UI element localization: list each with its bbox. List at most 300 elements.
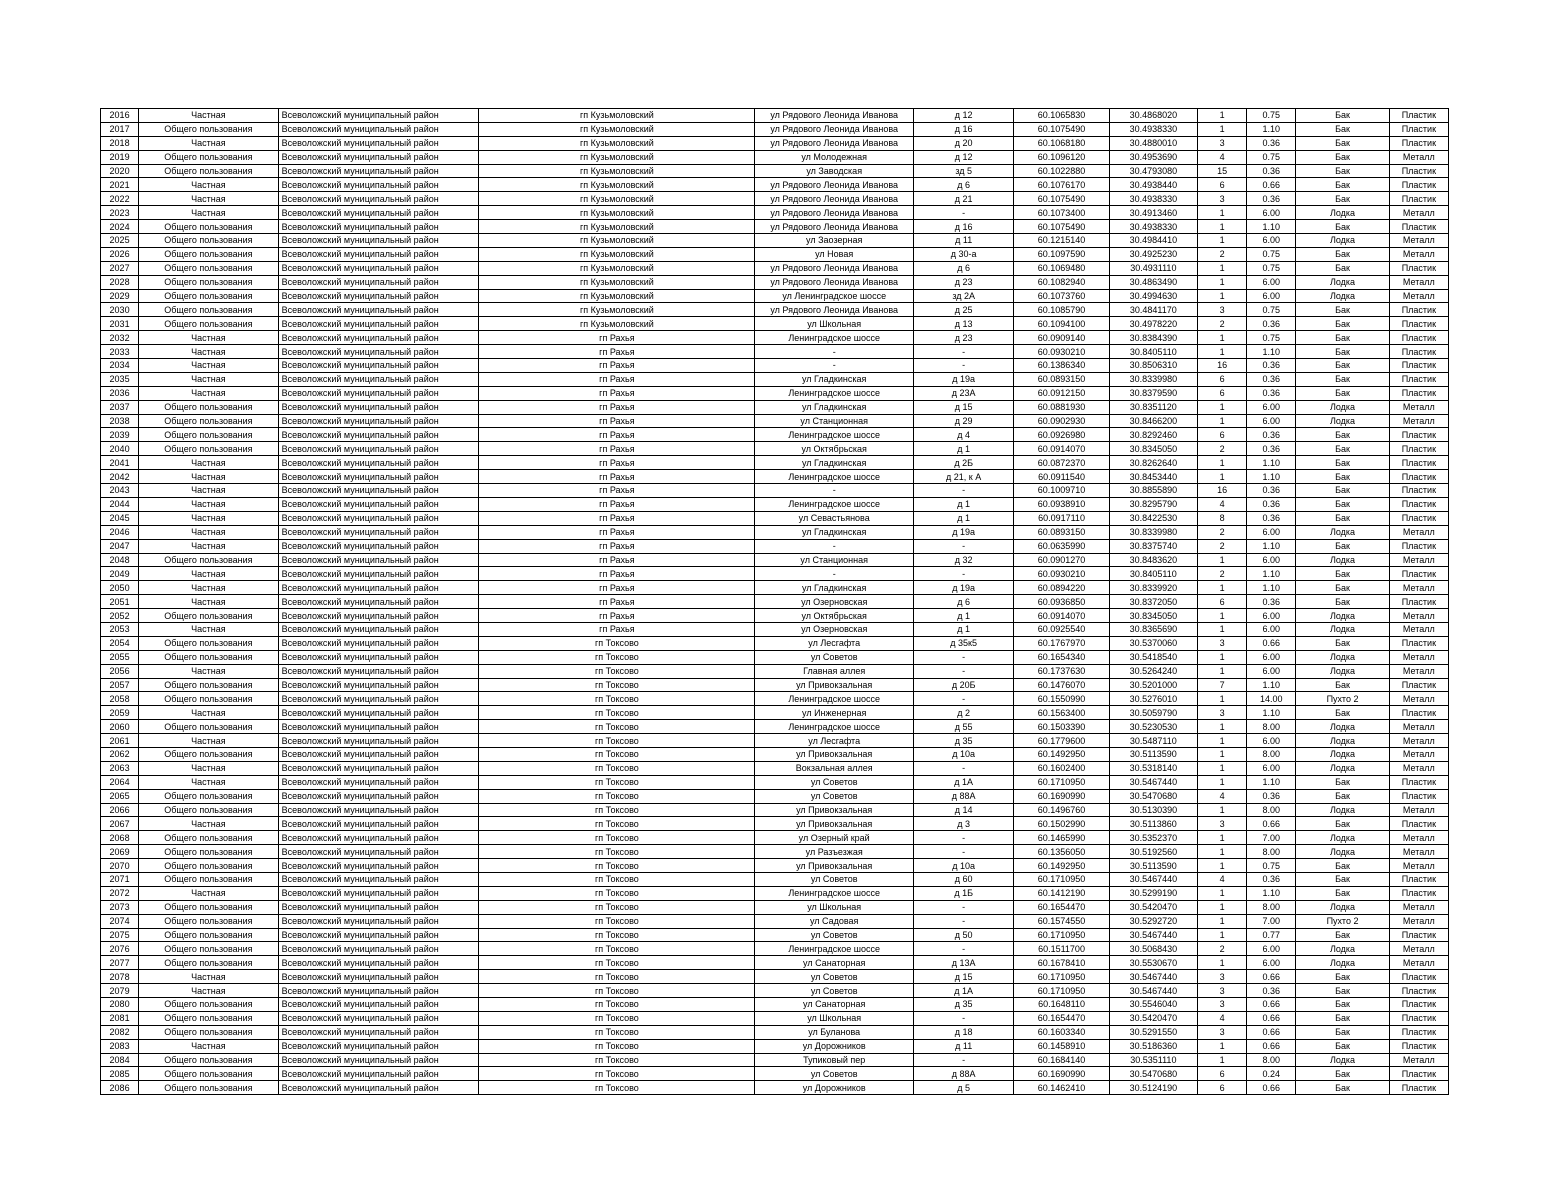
cell-district: Всеволожский муниципальный район — [278, 747, 479, 761]
cell-container-type: Бак — [1296, 859, 1389, 873]
cell-container-type: Лодка — [1296, 845, 1389, 859]
cell-district: Всеволожский муниципальный район — [278, 400, 479, 414]
cell-count: 3 — [1198, 706, 1247, 720]
cell-longitude: 30.8422530 — [1109, 511, 1197, 525]
cell-volume: 6.00 — [1247, 734, 1296, 748]
table-row — [101, 275, 1449, 289]
cell-district: Всеволожский муниципальный район — [278, 775, 479, 789]
cell-house: д 11 — [913, 1039, 1013, 1053]
cell-count: 2 — [1198, 247, 1247, 261]
cell-house: д 1 — [913, 442, 1013, 456]
cell-container-type: Лодка — [1296, 900, 1389, 914]
cell-house: - — [913, 539, 1013, 553]
cell-settlement: гп Токсово — [479, 789, 755, 803]
cell-container-type: Бак — [1296, 817, 1389, 831]
cell-longitude: 30.4931110 — [1109, 261, 1197, 275]
cell-house: д 15 — [913, 400, 1013, 414]
cell-district: Всеволожский муниципальный район — [278, 317, 479, 331]
cell-container-type: Бак — [1296, 1067, 1389, 1081]
cell-container-type: Лодка — [1296, 609, 1389, 623]
cell-row-number: 2030 — [101, 303, 139, 317]
cell-district: Всеволожский муниципальный район — [278, 650, 479, 664]
cell-settlement: гп Токсово — [479, 956, 755, 970]
cell-volume: 8.00 — [1247, 803, 1296, 817]
cell-longitude: 30.5467440 — [1109, 775, 1197, 789]
cell-container-type: Бак — [1296, 456, 1389, 470]
table-row — [101, 122, 1449, 136]
cell-material: Пластик — [1389, 928, 1448, 942]
cell-latitude: 60.1654470 — [1014, 1011, 1109, 1025]
cell-house: д 11 — [913, 234, 1013, 248]
table-row — [101, 706, 1449, 720]
cell-district: Всеволожский муниципальный район — [278, 1039, 479, 1053]
table-row — [101, 845, 1449, 859]
cell-district: Всеволожский муниципальный район — [278, 1067, 479, 1081]
cell-row-number: 2075 — [101, 928, 139, 942]
cell-material: Металл — [1389, 650, 1448, 664]
cell-type: Частная — [139, 372, 279, 386]
cell-latitude: 60.0914070 — [1014, 442, 1109, 456]
cell-row-number: 2081 — [101, 1011, 139, 1025]
cell-settlement: гп Кузьмоловский — [479, 192, 755, 206]
cell-longitude: 30.4841170 — [1109, 303, 1197, 317]
cell-material: Пластик — [1389, 998, 1448, 1012]
cell-house: зд 5 — [913, 164, 1013, 178]
table-row — [101, 650, 1449, 664]
cell-count: 1 — [1198, 206, 1247, 220]
cell-count: 3 — [1198, 984, 1247, 998]
cell-material: Пластик — [1389, 497, 1448, 511]
cell-house: д 1 — [913, 497, 1013, 511]
cell-type: Общего пользования — [139, 636, 279, 650]
cell-row-number: 2054 — [101, 636, 139, 650]
cell-volume: 6.00 — [1247, 289, 1296, 303]
cell-district: Всеволожский муниципальный район — [278, 817, 479, 831]
cell-type: Общего пользования — [139, 261, 279, 275]
table-row — [101, 789, 1449, 803]
cell-count: 1 — [1198, 456, 1247, 470]
cell-row-number: 2044 — [101, 497, 139, 511]
cell-street: ул Привокзальная — [755, 817, 914, 831]
cell-settlement: гп Кузьмоловский — [479, 150, 755, 164]
cell-count: 1 — [1198, 900, 1247, 914]
cell-volume: 6.00 — [1247, 761, 1296, 775]
cell-count: 3 — [1198, 998, 1247, 1012]
cell-longitude: 30.5470680 — [1109, 1067, 1197, 1081]
cell-volume: 14.00 — [1247, 692, 1296, 706]
cell-container-type: Лодка — [1296, 761, 1389, 775]
cell-container-type: Бак — [1296, 109, 1389, 123]
cell-container-type: Бак — [1296, 1011, 1389, 1025]
cell-volume: 1.10 — [1247, 220, 1296, 234]
cell-container-type: Лодка — [1296, 553, 1389, 567]
cell-row-number: 2038 — [101, 414, 139, 428]
cell-settlement: гп Токсово — [479, 872, 755, 886]
cell-street: ул Озерновская — [755, 622, 914, 636]
table-row — [101, 178, 1449, 192]
cell-street: ул Заозерная — [755, 234, 914, 248]
cell-volume: 0.36 — [1247, 484, 1296, 498]
cell-house: д 88А — [913, 789, 1013, 803]
cell-street: ул Октябрьская — [755, 609, 914, 623]
cell-longitude: 30.5192560 — [1109, 845, 1197, 859]
cell-container-type: Бак — [1296, 789, 1389, 803]
cell-settlement: гп Кузьмоловский — [479, 109, 755, 123]
cell-settlement: гп Токсово — [479, 692, 755, 706]
cell-street: ул Привокзальная — [755, 803, 914, 817]
table-row — [101, 234, 1449, 248]
cell-volume: 0.75 — [1247, 109, 1296, 123]
cell-type: Частная — [139, 886, 279, 900]
cell-row-number: 2037 — [101, 400, 139, 414]
cell-material: Металл — [1389, 956, 1448, 970]
cell-latitude: 60.1065830 — [1014, 109, 1109, 123]
cell-row-number: 2085 — [101, 1067, 139, 1081]
cell-type: Общего пользования — [139, 553, 279, 567]
cell-longitude: 30.4994630 — [1109, 289, 1197, 303]
cell-material: Пластик — [1389, 192, 1448, 206]
cell-count: 1 — [1198, 400, 1247, 414]
cell-material: Металл — [1389, 664, 1448, 678]
cell-latitude: 60.1082940 — [1014, 275, 1109, 289]
cell-count: 15 — [1198, 164, 1247, 178]
cell-street: Главная аллея — [755, 664, 914, 678]
cell-material: Металл — [1389, 247, 1448, 261]
cell-district: Всеволожский муниципальный район — [278, 456, 479, 470]
cell-latitude: 60.1767970 — [1014, 636, 1109, 650]
cell-volume: 6.00 — [1247, 206, 1296, 220]
cell-row-number: 2050 — [101, 581, 139, 595]
cell-district: Всеволожский муниципальный район — [278, 859, 479, 873]
table-row — [101, 914, 1449, 928]
cell-longitude: 30.5420470 — [1109, 1011, 1197, 1025]
cell-latitude: 60.0909140 — [1014, 331, 1109, 345]
cell-row-number: 2074 — [101, 914, 139, 928]
cell-volume: 0.77 — [1247, 928, 1296, 942]
cell-count: 1 — [1198, 956, 1247, 970]
cell-settlement: гп Токсово — [479, 914, 755, 928]
cell-settlement: гп Кузьмоловский — [479, 220, 755, 234]
cell-type: Общего пользования — [139, 831, 279, 845]
cell-latitude: 60.1654470 — [1014, 900, 1109, 914]
cell-type: Частная — [139, 734, 279, 748]
table-row — [101, 192, 1449, 206]
table-row — [101, 831, 1449, 845]
table-row — [101, 220, 1449, 234]
cell-street: ул Школьная — [755, 1011, 914, 1025]
cell-type: Частная — [139, 539, 279, 553]
cell-street: Ленинградское шоссе — [755, 720, 914, 734]
cell-material: Пластик — [1389, 1025, 1448, 1039]
cell-house: д 23 — [913, 331, 1013, 345]
cell-volume: 1.10 — [1247, 581, 1296, 595]
cell-longitude: 30.5370060 — [1109, 636, 1197, 650]
cell-volume: 0.66 — [1247, 178, 1296, 192]
cell-count: 6 — [1198, 386, 1247, 400]
cell-type: Общего пользования — [139, 859, 279, 873]
table-row — [101, 261, 1449, 275]
cell-container-type: Лодка — [1296, 803, 1389, 817]
cell-district: Всеволожский муниципальный район — [278, 359, 479, 373]
cell-longitude: 30.5264240 — [1109, 664, 1197, 678]
table-row — [101, 1025, 1449, 1039]
cell-house: д 6 — [913, 261, 1013, 275]
cell-material: Пластик — [1389, 817, 1448, 831]
cell-house: д 12 — [913, 150, 1013, 164]
cell-volume: 0.36 — [1247, 497, 1296, 511]
cell-latitude: 60.1678410 — [1014, 956, 1109, 970]
cell-settlement: гп Токсово — [479, 775, 755, 789]
cell-material: Пластик — [1389, 886, 1448, 900]
cell-volume: 6.00 — [1247, 553, 1296, 567]
cell-container-type: Бак — [1296, 484, 1389, 498]
cell-street: ул Рядового Леонида Иванова — [755, 220, 914, 234]
table-row — [101, 970, 1449, 984]
cell-house: - — [913, 692, 1013, 706]
cell-type: Общего пользования — [139, 678, 279, 692]
cell-latitude: 60.1073400 — [1014, 206, 1109, 220]
cell-count: 1 — [1198, 275, 1247, 289]
cell-house: д 21, к А — [913, 470, 1013, 484]
cell-material: Пластик — [1389, 636, 1448, 650]
cell-district: Всеволожский муниципальный район — [278, 581, 479, 595]
cell-house: д 19а — [913, 372, 1013, 386]
cell-district: Всеволожский муниципальный район — [278, 761, 479, 775]
cell-latitude: 60.1710950 — [1014, 928, 1109, 942]
cell-house: - — [913, 1011, 1013, 1025]
cell-latitude: 60.0930210 — [1014, 567, 1109, 581]
cell-type: Общего пользования — [139, 900, 279, 914]
cell-longitude: 30.4880010 — [1109, 136, 1197, 150]
cell-row-number: 2070 — [101, 859, 139, 873]
cell-count: 3 — [1198, 1025, 1247, 1039]
cell-volume: 0.24 — [1247, 1067, 1296, 1081]
cell-row-number: 2017 — [101, 122, 139, 136]
cell-container-type: Бак — [1296, 303, 1389, 317]
cell-district: Всеволожский муниципальный район — [278, 525, 479, 539]
cell-container-type: Бак — [1296, 136, 1389, 150]
cell-district: Всеволожский муниципальный район — [278, 734, 479, 748]
cell-street: ул Станционная — [755, 553, 914, 567]
cell-longitude: 30.5113590 — [1109, 859, 1197, 873]
cell-street: ул Санаторная — [755, 998, 914, 1012]
cell-settlement: гп Кузьмоловский — [479, 261, 755, 275]
cell-row-number: 2016 — [101, 109, 139, 123]
cell-street: Ленинградское шоссе — [755, 331, 914, 345]
cell-material: Пластик — [1389, 789, 1448, 803]
cell-container-type: Лодка — [1296, 275, 1389, 289]
cell-volume: 8.00 — [1247, 720, 1296, 734]
cell-count: 1 — [1198, 775, 1247, 789]
cell-settlement: гп Токсово — [479, 970, 755, 984]
cell-longitude: 30.5467440 — [1109, 872, 1197, 886]
cell-container-type: Пухто 2 — [1296, 914, 1389, 928]
cell-latitude: 60.1710950 — [1014, 984, 1109, 998]
cell-volume: 1.10 — [1247, 345, 1296, 359]
cell-house: д 23 — [913, 275, 1013, 289]
cell-longitude: 30.5124190 — [1109, 1081, 1197, 1095]
cell-material: Пластик — [1389, 1081, 1448, 1095]
table-row — [101, 872, 1449, 886]
cell-settlement: гп Рахья — [479, 484, 755, 498]
cell-row-number: 2078 — [101, 970, 139, 984]
cell-type: Общего пользования — [139, 956, 279, 970]
cell-volume: 1.10 — [1247, 706, 1296, 720]
cell-house: - — [913, 900, 1013, 914]
cell-count: 1 — [1198, 928, 1247, 942]
cell-longitude: 30.5467440 — [1109, 984, 1197, 998]
cell-volume: 6.00 — [1247, 650, 1296, 664]
cell-type: Общего пользования — [139, 1025, 279, 1039]
cell-container-type: Бак — [1296, 970, 1389, 984]
cell-count: 4 — [1198, 1011, 1247, 1025]
cell-street: ул Дорожников — [755, 1081, 914, 1095]
cell-row-number: 2071 — [101, 872, 139, 886]
cell-longitude: 30.5467440 — [1109, 928, 1197, 942]
cell-street: ул Советов — [755, 775, 914, 789]
cell-type: Общего пользования — [139, 789, 279, 803]
table-row — [101, 859, 1449, 873]
cell-material: Пластик — [1389, 470, 1448, 484]
cell-row-number: 2022 — [101, 192, 139, 206]
cell-latitude: 60.1022880 — [1014, 164, 1109, 178]
cell-row-number: 2024 — [101, 220, 139, 234]
cell-house: д 20Б — [913, 678, 1013, 692]
cell-longitude: 30.8295790 — [1109, 497, 1197, 511]
cell-latitude: 60.0914070 — [1014, 609, 1109, 623]
cell-row-number: 2058 — [101, 692, 139, 706]
cell-longitude: 30.5487110 — [1109, 734, 1197, 748]
cell-house: д 18 — [913, 1025, 1013, 1039]
cell-latitude: 60.1476070 — [1014, 678, 1109, 692]
cell-type: Общего пользования — [139, 650, 279, 664]
cell-latitude: 60.1492950 — [1014, 747, 1109, 761]
cell-container-type: Бак — [1296, 359, 1389, 373]
cell-type: Частная — [139, 761, 279, 775]
cell-material: Пластик — [1389, 872, 1448, 886]
cell-house: д 1А — [913, 984, 1013, 998]
cell-count: 6 — [1198, 595, 1247, 609]
cell-count: 1 — [1198, 122, 1247, 136]
cell-row-number: 2077 — [101, 956, 139, 970]
cell-row-number: 2076 — [101, 942, 139, 956]
cell-settlement: гп Рахья — [479, 609, 755, 623]
cell-longitude: 30.5059790 — [1109, 706, 1197, 720]
cell-house: - — [913, 484, 1013, 498]
cell-settlement: гп Рахья — [479, 400, 755, 414]
cell-longitude: 30.8372050 — [1109, 595, 1197, 609]
cell-row-number: 2060 — [101, 720, 139, 734]
cell-material: Металл — [1389, 942, 1448, 956]
cell-material: Металл — [1389, 747, 1448, 761]
cell-material: Пластик — [1389, 261, 1448, 275]
cell-settlement: гп Токсово — [479, 1039, 755, 1053]
cell-settlement: гп Рахья — [479, 470, 755, 484]
table-row — [101, 998, 1449, 1012]
cell-latitude: 60.1574550 — [1014, 914, 1109, 928]
cell-latitude: 60.1075490 — [1014, 122, 1109, 136]
cell-type: Частная — [139, 1039, 279, 1053]
cell-latitude: 60.1602400 — [1014, 761, 1109, 775]
table-row — [101, 345, 1449, 359]
cell-type: Общего пользования — [139, 720, 279, 734]
table-row — [101, 1067, 1449, 1081]
cell-row-number: 2057 — [101, 678, 139, 692]
cell-street: ул Разъезжая — [755, 845, 914, 859]
cell-count: 6 — [1198, 428, 1247, 442]
cell-volume: 8.00 — [1247, 900, 1296, 914]
cell-longitude: 30.4938330 — [1109, 192, 1197, 206]
cell-material: Пластик — [1389, 484, 1448, 498]
cell-longitude: 30.5291550 — [1109, 1025, 1197, 1039]
table-row — [101, 747, 1449, 761]
cell-row-number: 2052 — [101, 609, 139, 623]
cell-material: Пластик — [1389, 122, 1448, 136]
cell-longitude: 30.4863490 — [1109, 275, 1197, 289]
cell-settlement: гп Токсово — [479, 886, 755, 900]
cell-street: ул Советов — [755, 1067, 914, 1081]
cell-material: Металл — [1389, 859, 1448, 873]
cell-house: - — [913, 650, 1013, 664]
cell-house: д 35 — [913, 734, 1013, 748]
cell-container-type: Бак — [1296, 539, 1389, 553]
cell-street: ул Инженерная — [755, 706, 914, 720]
cell-house: - — [913, 942, 1013, 956]
cell-row-number: 2036 — [101, 386, 139, 400]
cell-street: ул Советов — [755, 650, 914, 664]
cell-material: Металл — [1389, 692, 1448, 706]
cell-settlement: гп Кузьмоловский — [479, 122, 755, 136]
cell-material: Пластик — [1389, 595, 1448, 609]
cell-row-number: 2035 — [101, 372, 139, 386]
table-row — [101, 692, 1449, 706]
cell-type: Частная — [139, 470, 279, 484]
cell-street: ул Заводская — [755, 164, 914, 178]
cell-volume: 0.75 — [1247, 859, 1296, 873]
cell-container-type: Лодка — [1296, 956, 1389, 970]
cell-type: Общего пользования — [139, 1067, 279, 1081]
cell-longitude: 30.8466200 — [1109, 414, 1197, 428]
cell-type: Общего пользования — [139, 845, 279, 859]
cell-district: Всеволожский муниципальный район — [278, 109, 479, 123]
cell-house: д 23А — [913, 386, 1013, 400]
cell-volume: 0.66 — [1247, 998, 1296, 1012]
cell-container-type: Бак — [1296, 164, 1389, 178]
cell-longitude: 30.4938330 — [1109, 220, 1197, 234]
cell-volume: 0.75 — [1247, 261, 1296, 275]
cell-street: Вокзальная аллея — [755, 761, 914, 775]
table-row — [101, 511, 1449, 525]
cell-settlement: гп Токсово — [479, 678, 755, 692]
table-row — [101, 984, 1449, 998]
cell-material: Пластик — [1389, 456, 1448, 470]
cell-count: 4 — [1198, 789, 1247, 803]
cell-district: Всеволожский муниципальный район — [278, 136, 479, 150]
cell-count: 4 — [1198, 150, 1247, 164]
cell-row-number: 2083 — [101, 1039, 139, 1053]
cell-street: Тупиковый пер — [755, 1053, 914, 1067]
cell-street: ул Севастьянова — [755, 511, 914, 525]
cell-district: Всеволожский муниципальный район — [278, 789, 479, 803]
cell-row-number: 2040 — [101, 442, 139, 456]
cell-longitude: 30.5546040 — [1109, 998, 1197, 1012]
cell-district: Всеволожский муниципальный район — [278, 511, 479, 525]
cell-district: Всеволожский муниципальный район — [278, 470, 479, 484]
cell-latitude: 60.1496760 — [1014, 803, 1109, 817]
cell-type: Частная — [139, 706, 279, 720]
table-row — [101, 247, 1449, 261]
cell-district: Всеволожский муниципальный район — [278, 886, 479, 900]
